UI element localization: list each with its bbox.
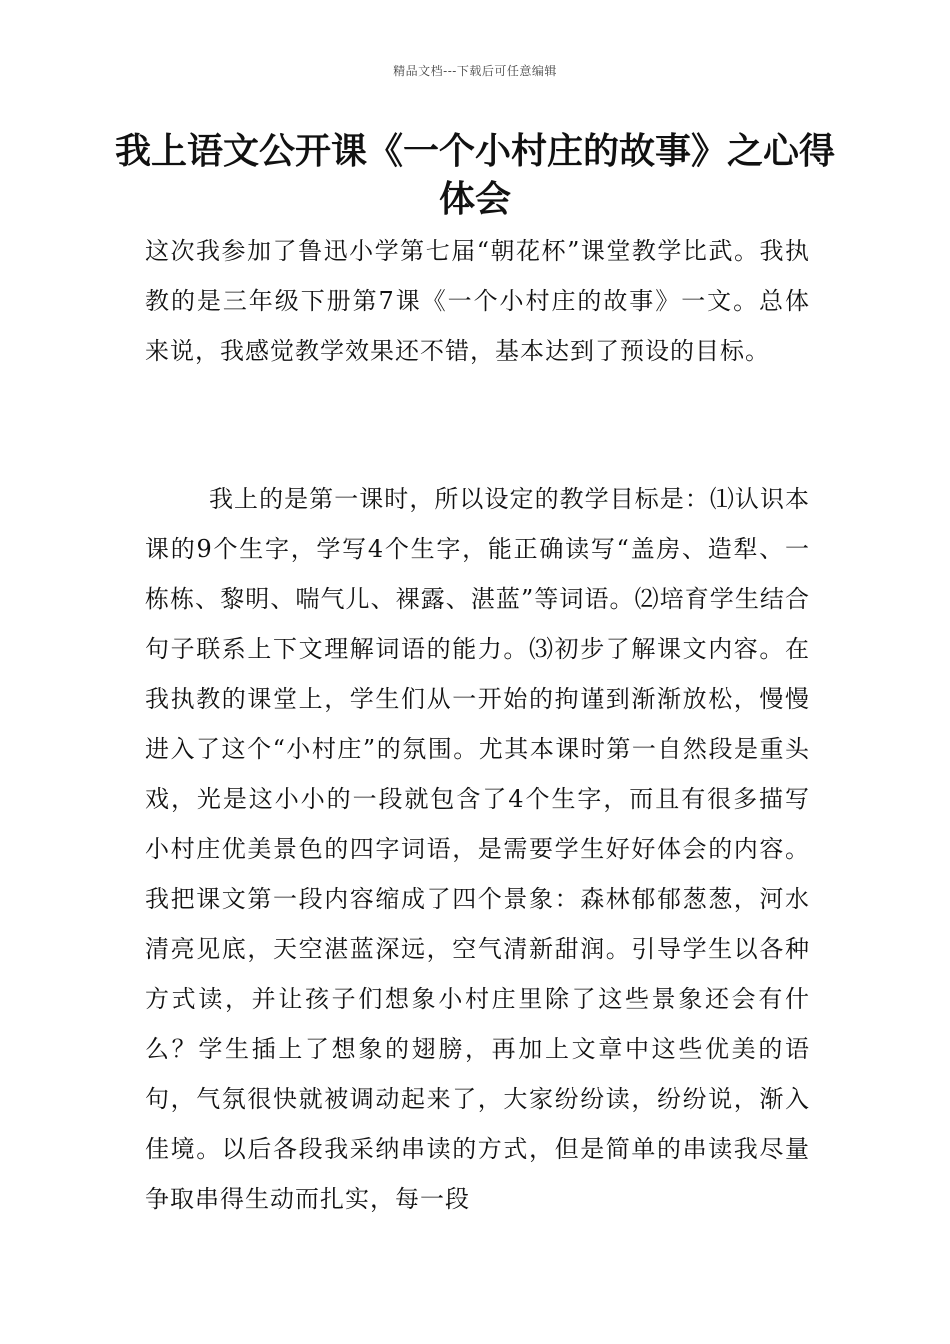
header-note: 精品文档---下载后可任意编辑 xyxy=(393,64,557,78)
document-title: 我上语文公开课《一个小村庄的故事》之心得体会 xyxy=(114,131,835,220)
paragraph-teaching-goals: 我上的是第一课时，所以设定的教学目标是：⑴认识本课的9个生字，学写4个生字，能正确读写“盖房、造犁、一栋栋、黎明、喘气儿、裸露、湛蓝”等词语。⑵培育学生结合句子联系上下文理解词语的能力。⑶初步了解课文内容。在我执教的课堂上，学生们从一开始的拘谨到渐渐放松，慢慢进入了这个“小村庄”的氛围。尤其本课时第一自然段是重头戏，光是这小小的一段就包含了4个生字，而且有很多描写小村庄优美景色的四字词语，是需要学生好好体会的内容。我把课文第一段内容缩成了四个景象：森林郁郁葱葱，河水清亮见底，天空湛蓝深远，空气清新甜润。引导学生以各种方式读，并让孩子们想象小村庄里除了这些景象还会有什么？学生插上了想象的翅膀，再加上文章中这些优美的语句，气氛很快就被调动起来了，大家纷纷读，纷纷说，渐入佳境。以后各段我采纳串读的方式，但是简单的串读我尽量争取串得生动而扎实，每一段 xyxy=(145,485,810,1213)
paragraph-intro: 这次我参加了鲁迅小学第七届“朝花杯”课堂教学比武。我执教的是三年级下册第7课《一个小村庄的故事》一文。总体来说，我感觉教学效果还不错，基本达到了预设的目标。 xyxy=(145,237,810,365)
